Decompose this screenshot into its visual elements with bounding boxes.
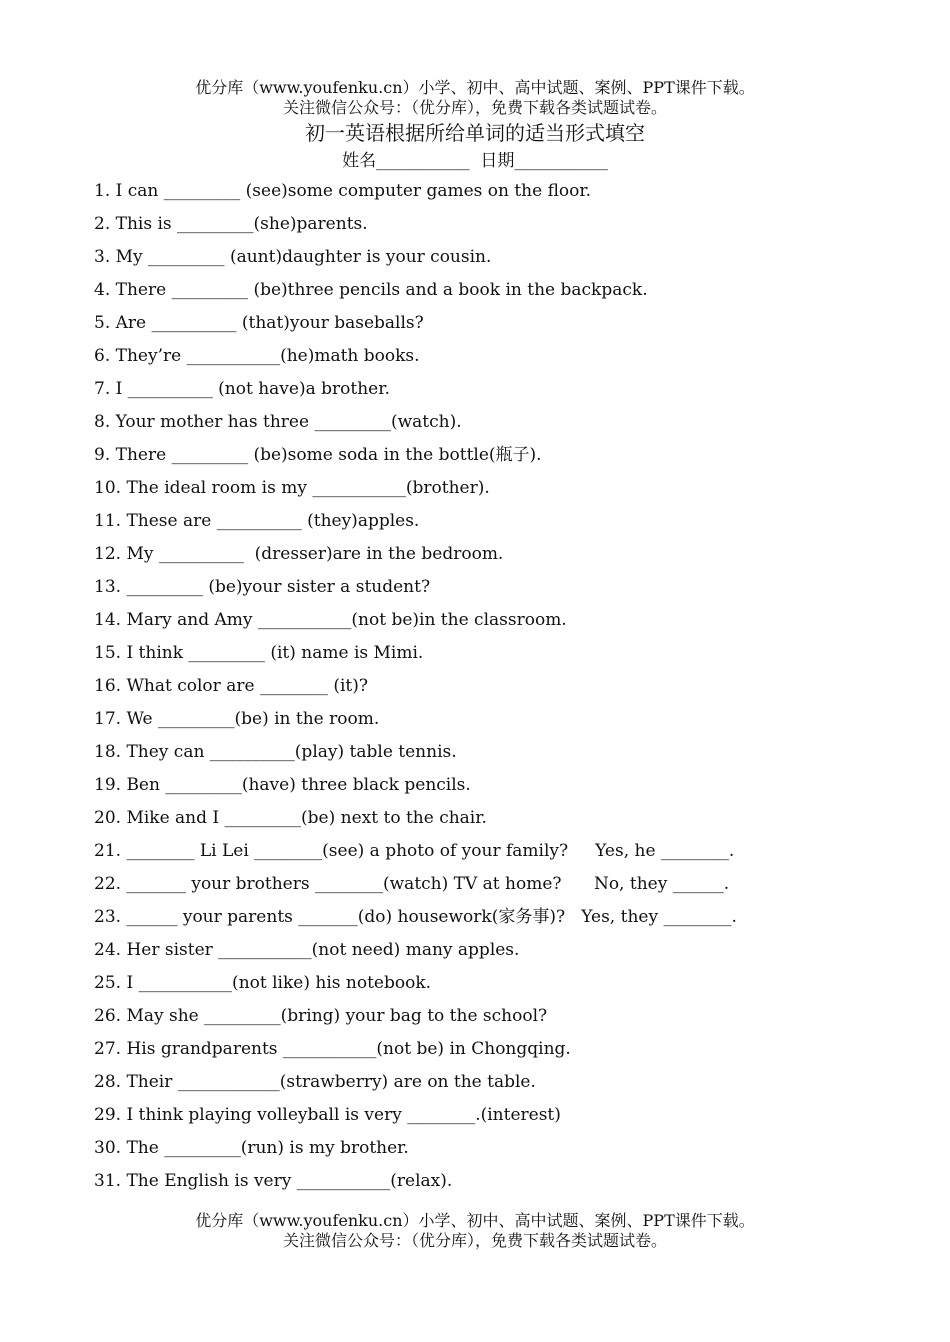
question-item: 31. The English is very ___________(relax). <box>94 1171 453 1191</box>
question-item: 10. The ideal room is my ___________(brother). <box>94 478 490 498</box>
question-item: 26. May she _________(bring) your bag to the school? <box>94 1006 548 1026</box>
question-item: 30. The _________(run) is my brother. <box>94 1138 409 1158</box>
question-item: 11. These are __________ (they)apples. <box>94 511 420 531</box>
header-line-1: 优分库（www.youfenku.cn）小学、初中、高中试题、案例、PPT课件下载。 <box>195 78 755 97</box>
question-item: 19. Ben _________(have) three black pencils. <box>94 775 471 795</box>
question-item: 24. Her sister ___________(not need) many apples. <box>94 940 520 960</box>
question-item: 16. What color are ________ (it)? <box>94 676 368 696</box>
question-item: 25. I ___________(not like) his notebook. <box>94 973 432 993</box>
question-item: 21. ________ Li Lei ________(see) a photo of your family? Yes, he ________. <box>94 841 735 861</box>
page-header <box>0 78 950 118</box>
question-item: 8. Your mother has three _________(watch). <box>94 412 462 432</box>
question-item: 15. I think _________ (it) name is Mimi. <box>94 643 424 663</box>
worksheet-title: 初一英语根据所给单词的适当形式填空 <box>305 121 645 145</box>
question-item: 18. They can __________(play) table tennis. <box>94 742 457 762</box>
question-item: 5. Are __________ (that)your baseballs? <box>94 313 424 333</box>
question-item: 13. _________ (be)your sister a student? <box>94 577 431 597</box>
question-item: 9. There _________ (be)some soda in the bottle(瓶子). <box>94 445 542 465</box>
question-item: 6. They’re ___________(he)math books. <box>94 346 420 366</box>
question-item: 7. I __________ (not have)a brother. <box>94 379 390 399</box>
question-item: 2. This is _________(she)parents. <box>94 214 368 234</box>
footer-line-2: 关注微信公众号：（优分库），免费下载各类试题试卷。 <box>282 1231 667 1250</box>
question-item: 12. My __________ (dresser)are in the bedroom. <box>94 544 504 564</box>
question-item: 28. Their ____________(strawberry) are on the table. <box>94 1072 536 1092</box>
question-list <box>94 178 894 1201</box>
question-item: 14. Mary and Amy ___________(not be)in the classroom. <box>94 610 567 630</box>
header-line-2: 关注微信公众号：（优分库），免费下载各类试题试卷。 <box>282 98 667 117</box>
date-field-label: 日期___________ <box>480 151 608 171</box>
name-date-line <box>0 150 950 172</box>
question-item: 23. ______ your parents _______(do) housework(家务事)? Yes, they ________. <box>94 907 737 927</box>
question-item: 29. I think playing volleyball is very ________.(interest) <box>94 1105 561 1125</box>
question-item: 17. We _________(be) in the room. <box>94 709 380 729</box>
page-footer <box>0 1211 950 1251</box>
question-item: 22. _______ your brothers ________(watch) TV at home? No, they ______. <box>94 874 730 894</box>
name-field-label: 姓名___________ <box>342 151 470 171</box>
question-item: 27. His grandparents ___________(not be) in Chongqing. <box>94 1039 571 1059</box>
footer-line-1: 优分库（www.youfenku.cn）小学、初中、高中试题、案例、PPT课件下载。 <box>195 1211 755 1230</box>
question-item: 3. My _________ (aunt)daughter is your cousin. <box>94 247 492 267</box>
question-item: 1. I can _________ (see)some computer games on the floor. <box>94 181 592 201</box>
question-item: 20. Mike and I _________(be) next to the chair. <box>94 808 487 828</box>
question-item: 4. There _________ (be)three pencils and a book in the backpack. <box>94 280 648 300</box>
